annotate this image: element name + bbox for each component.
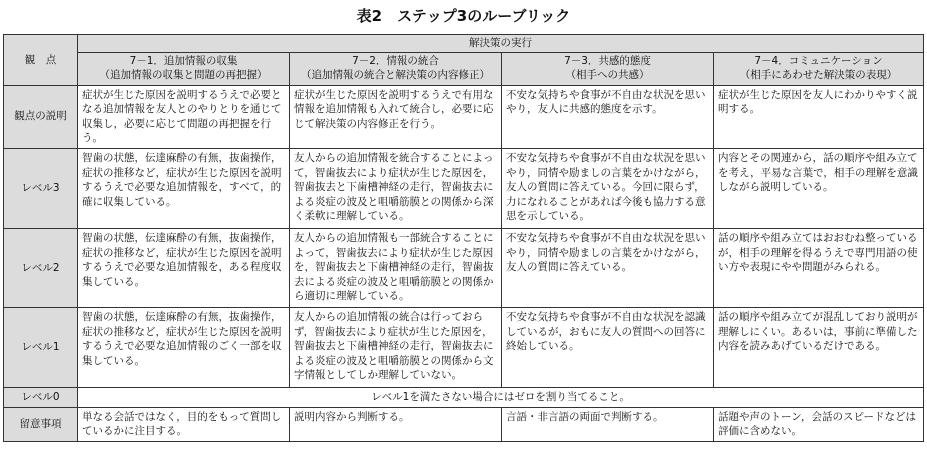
table-row-level-0 <box>4 387 924 407</box>
cell-notes-7-1: 単なる会話ではなく，目的をもって質問しているかに注目する。 <box>78 407 290 441</box>
column-header-7-4 <box>714 52 924 85</box>
table-row-level-3 <box>4 148 924 228</box>
rubric-table <box>3 34 924 442</box>
cell-explanation-7-1: 症状が生じた原因を説明するうえで必要となる追加情報を友人とのやりとりを通じて収集し，必要に応じて問題の再把握を行う。 <box>78 85 290 148</box>
cell-level-2-7-2: 友人からの追加情報も一部統合することによって，智歯抜去により症状が生じた原因を，智歯抜去と下歯槽神経の走行，智歯抜去による炎症の波及と咀嚼筋膜との関係から適切に理解している。 <box>290 228 502 307</box>
table-row-level-2 <box>4 228 924 307</box>
column-header-7-3-title: 7－3．共感的態度 <box>564 54 651 67</box>
row-label-level-1: レベル1 <box>4 307 78 387</box>
column-header-7-4-title: 7－4．コミュニケーション <box>754 54 883 67</box>
cell-level-2-7-3: 不安な気持ちや食事が不自由な状況を思いやり，同情や励ましの言葉をかけながら，友人の質問に答えている。 <box>502 228 714 307</box>
row-label-notes: 留意事項 <box>4 407 78 441</box>
column-header-7-2-title: 7－2．情報の統合 <box>352 54 439 67</box>
cell-level-0-merged: レベル1を満たさない場合にはゼロを割り当てること。 <box>78 387 924 407</box>
cell-level-3-7-2: 友人からの追加情報を統合することによって，智歯抜去により症状が生じた原因を，智歯抜去と下歯槽神経の走行，智歯抜去による炎症の波及と咀嚼筋膜との関係から深く柔軟に理解している。 <box>290 148 502 228</box>
cell-level-1-7-2: 友人からの追加情報の統合は行っておらず，智歯抜去により症状が生じた原因を，智歯抜去と下歯槽神経の走行，智歯抜去による炎症の波及と咀嚼筋膜との関係から文字情報としてしか理解していない。 <box>290 307 502 387</box>
cell-notes-7-3: 言語・非言語の両面で判断する。 <box>502 407 714 441</box>
column-header-7-1 <box>78 52 290 85</box>
row-label-level-0: レベル0 <box>4 387 78 407</box>
table-row-notes <box>4 407 924 441</box>
cell-level-2-7-4: 話の順序や組み立てはおおむね整っているが，相手の理解を得るうえで専門用語の使い方や表現にやや問題がみられる。 <box>714 228 924 307</box>
table-title: 表2 ステップ3のルーブリック <box>356 7 571 25</box>
cell-level-3-7-1: 智歯の状態，伝達麻酔の有無，抜歯操作，症状の推移など，症状が生じた原因を説明するうえで必要な追加情報を，すべて，的確に収集している。 <box>78 148 290 228</box>
cell-level-1-7-3: 不安な気持ちや食事が不自由な状況を認識しているが，おもに友人の質問への回答に終始している。 <box>502 307 714 387</box>
column-header-7-1-title: 7－1．追加情報の収集 <box>129 54 238 67</box>
cell-explanation-7-4: 症状が生じた原因を友人にわかりやすく説明する。 <box>714 85 924 148</box>
cell-level-1-7-4: 話の順序や組み立てが混乱しており説明が理解しにくい。あるいは，事前に準備した内容を読みあげているだけである。 <box>714 307 924 387</box>
cell-level-3-7-3: 不安な気持ちや食事が不自由な状況を思いやり，同情や励ましの言葉をかけながら，友人の質問に答えている。今回に限らず，力になれることがあれば今後も協力する意思を示している。 <box>502 148 714 228</box>
viewpoint-header: 観 点 <box>4 35 78 86</box>
cell-level-3-7-4: 内容とその関連から，話の順序や組み立てを考え，平易な言葉で，相手の理解を意識しながら説明している。 <box>714 148 924 228</box>
column-header-7-1-subtitle: （追加情報の収集と問題の再把握） <box>99 68 268 81</box>
column-header-7-2 <box>290 52 502 85</box>
table-row-explanation <box>4 85 924 148</box>
cell-notes-7-2: 説明内容から判断する。 <box>290 407 502 441</box>
row-label-level-3: レベル3 <box>4 148 78 228</box>
cell-notes-7-4: 話題や声のトーン，会話のスピードなどは評価に含めない。 <box>714 407 924 441</box>
column-header-7-2-subtitle: （追加情報の統合と解決策の内容修正） <box>301 68 490 81</box>
column-header-7-3 <box>502 52 714 85</box>
row-label-level-2: レベル2 <box>4 228 78 307</box>
column-header-7-3-subtitle: （相手への共感） <box>565 68 650 81</box>
row-label-explanation: 観点の説明 <box>4 85 78 148</box>
cell-level-2-7-1: 智歯の状態，伝達麻酔の有無，抜歯操作，症状の推移など，症状が生じた原因を説明するうえで必要な追加情報を，ある程度収集している。 <box>78 228 290 307</box>
category-header: 解決策の実行 <box>78 35 924 53</box>
cell-explanation-7-2: 症状が生じた原因を説明するうえで有用な情報を追加情報も入れて統合し，必要に応じて解決策の内容修正を行う。 <box>290 85 502 148</box>
table-row-level-1 <box>4 307 924 387</box>
cell-level-1-7-1: 智歯の状態，伝達麻酔の有無，抜歯操作，症状の推移など，症状が生じた原因を説明するうえで必要な追加情報のごく一部を収集している。 <box>78 307 290 387</box>
cell-explanation-7-3: 不安な気持ちや食事が不自由な状況を思いやり，友人に共感的態度を示す。 <box>502 85 714 148</box>
column-header-7-4-subtitle: （相手にあわせた解決策の表現） <box>739 68 898 81</box>
